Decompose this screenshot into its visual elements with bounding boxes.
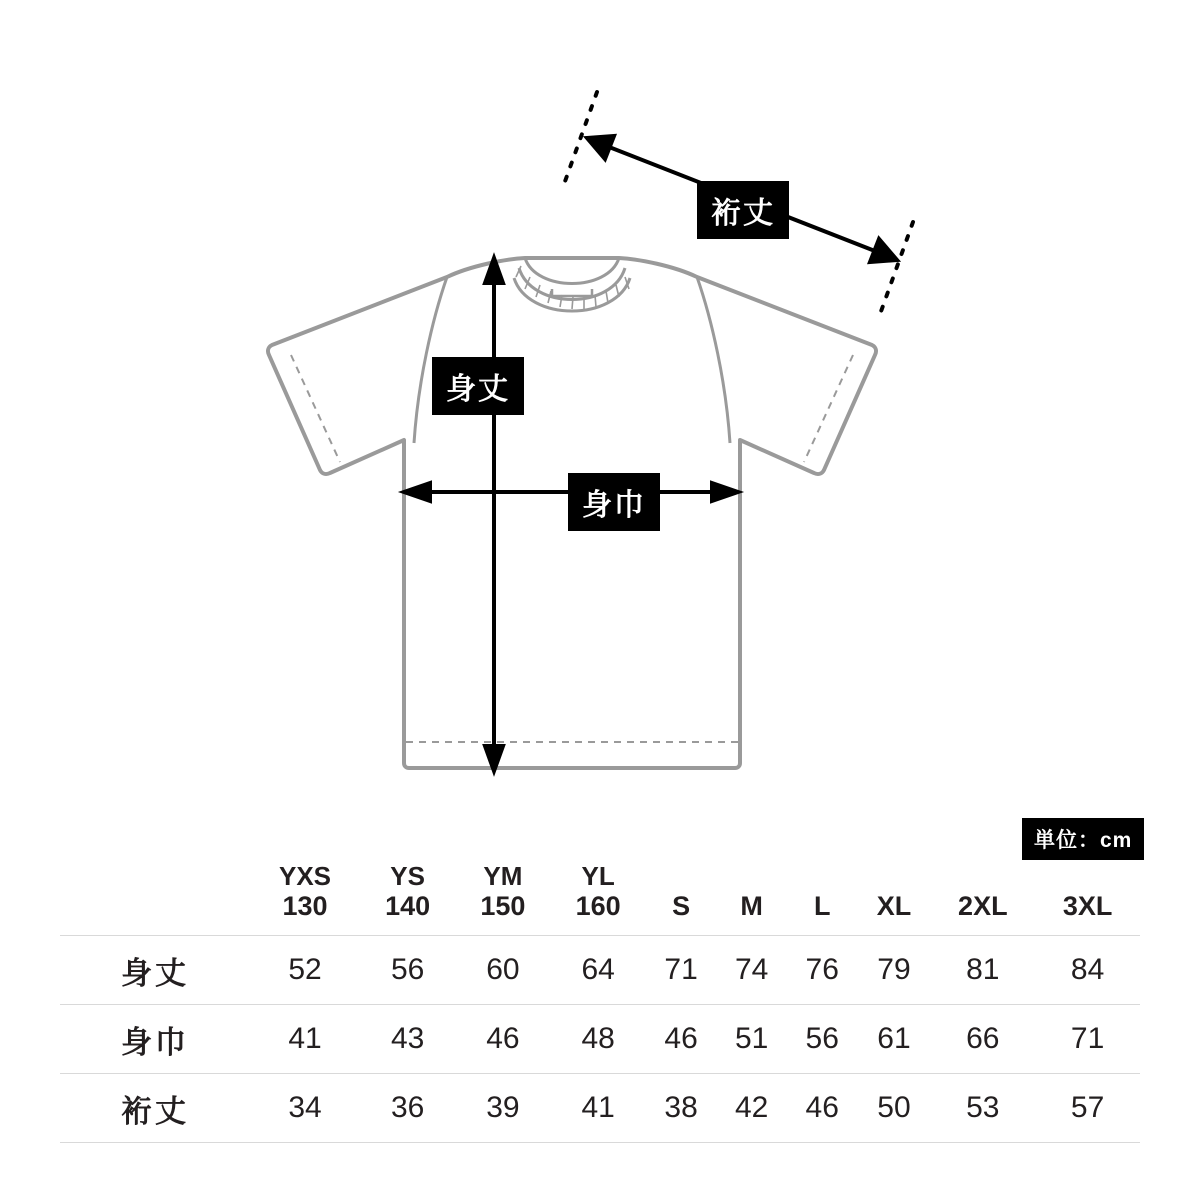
table-cell: 71 bbox=[1070, 1022, 1105, 1056]
unit-badge: 単位：cm bbox=[1022, 818, 1144, 860]
column-header bbox=[646, 862, 717, 936]
table-cell: 76 bbox=[805, 953, 839, 987]
table-cell: 48 bbox=[581, 1022, 615, 1056]
column-header-bottom: 150 bbox=[480, 891, 526, 922]
table-cell: 57 bbox=[1070, 1091, 1105, 1125]
table-cell: 50 bbox=[877, 1091, 911, 1125]
column-header-bottom: M bbox=[740, 891, 763, 922]
column-header-bottom: S bbox=[672, 891, 691, 922]
column-header-top: YL bbox=[581, 861, 615, 891]
row-label-body-length: 身丈 bbox=[121, 955, 189, 991]
table-cell: 38 bbox=[664, 1091, 698, 1125]
column-header bbox=[455, 862, 550, 936]
table-row bbox=[60, 1005, 1140, 1074]
column-header bbox=[551, 862, 646, 936]
table-cell: 51 bbox=[734, 1022, 769, 1056]
column-header bbox=[716, 862, 787, 936]
table-cell: 56 bbox=[390, 953, 425, 987]
label-sleeve-length: 裄丈 bbox=[697, 181, 789, 239]
table-cell: 66 bbox=[966, 1022, 1000, 1056]
column-header bbox=[1035, 862, 1140, 936]
table-row bbox=[60, 936, 1140, 1005]
table-cell: 74 bbox=[734, 953, 769, 987]
table-cell: 41 bbox=[288, 1022, 322, 1056]
row-label-body-width: 身巾 bbox=[121, 1024, 189, 1060]
table-cell: 79 bbox=[877, 953, 911, 987]
table-cell: 43 bbox=[390, 1022, 425, 1056]
column-header-bottom: 3XL bbox=[1062, 891, 1113, 922]
column-header bbox=[857, 862, 930, 936]
table-cell: 61 bbox=[877, 1022, 911, 1056]
table-cell: 42 bbox=[734, 1091, 769, 1125]
table-cell: 46 bbox=[805, 1091, 839, 1125]
table-cell: 39 bbox=[486, 1091, 520, 1125]
label-body-length: 身丈 bbox=[432, 357, 524, 415]
column-header bbox=[930, 862, 1035, 936]
table-cell: 60 bbox=[486, 953, 520, 987]
table-cell: 56 bbox=[805, 1022, 839, 1056]
column-header-top: YS bbox=[390, 861, 425, 891]
column-header bbox=[250, 862, 360, 936]
column-header bbox=[360, 862, 455, 936]
column-header bbox=[787, 862, 858, 936]
table-cell: 46 bbox=[664, 1022, 698, 1056]
column-header-bottom: 2XL bbox=[958, 891, 1008, 922]
table-cell: 34 bbox=[288, 1091, 322, 1125]
sleeve-hem-stitch bbox=[291, 355, 853, 462]
column-header-top: YXS bbox=[278, 861, 332, 891]
size-chart-table bbox=[60, 862, 1140, 1143]
column-header-bottom: 140 bbox=[385, 891, 431, 922]
table-cell: 84 bbox=[1070, 953, 1105, 987]
size-chart-body bbox=[60, 936, 1140, 1143]
table-cell: 64 bbox=[581, 953, 615, 987]
neck-tape bbox=[552, 289, 592, 296]
size-chart-head bbox=[60, 862, 1140, 936]
column-header-bottom: 130 bbox=[282, 891, 328, 922]
table-cell: 71 bbox=[664, 953, 698, 987]
table-cell: 53 bbox=[966, 1091, 1000, 1125]
table-cell: 46 bbox=[486, 1022, 520, 1056]
column-header-bottom: L bbox=[813, 891, 831, 922]
header-corner-blank bbox=[60, 862, 250, 936]
table-cell: 36 bbox=[390, 1091, 425, 1125]
row-label-sleeve-length: 裄丈 bbox=[121, 1093, 189, 1129]
body-length-arrow bbox=[485, 258, 503, 771]
label-body-width: 身巾 bbox=[568, 473, 660, 531]
column-header-bottom: 160 bbox=[575, 891, 621, 922]
table-cell: 52 bbox=[288, 953, 322, 987]
column-header-top: YM bbox=[483, 861, 523, 891]
column-header-bottom: XL bbox=[876, 891, 912, 922]
table-row bbox=[60, 1074, 1140, 1143]
table-cell: 41 bbox=[581, 1091, 615, 1125]
table-cell: 81 bbox=[966, 953, 1000, 987]
table-header-row bbox=[60, 862, 1140, 936]
